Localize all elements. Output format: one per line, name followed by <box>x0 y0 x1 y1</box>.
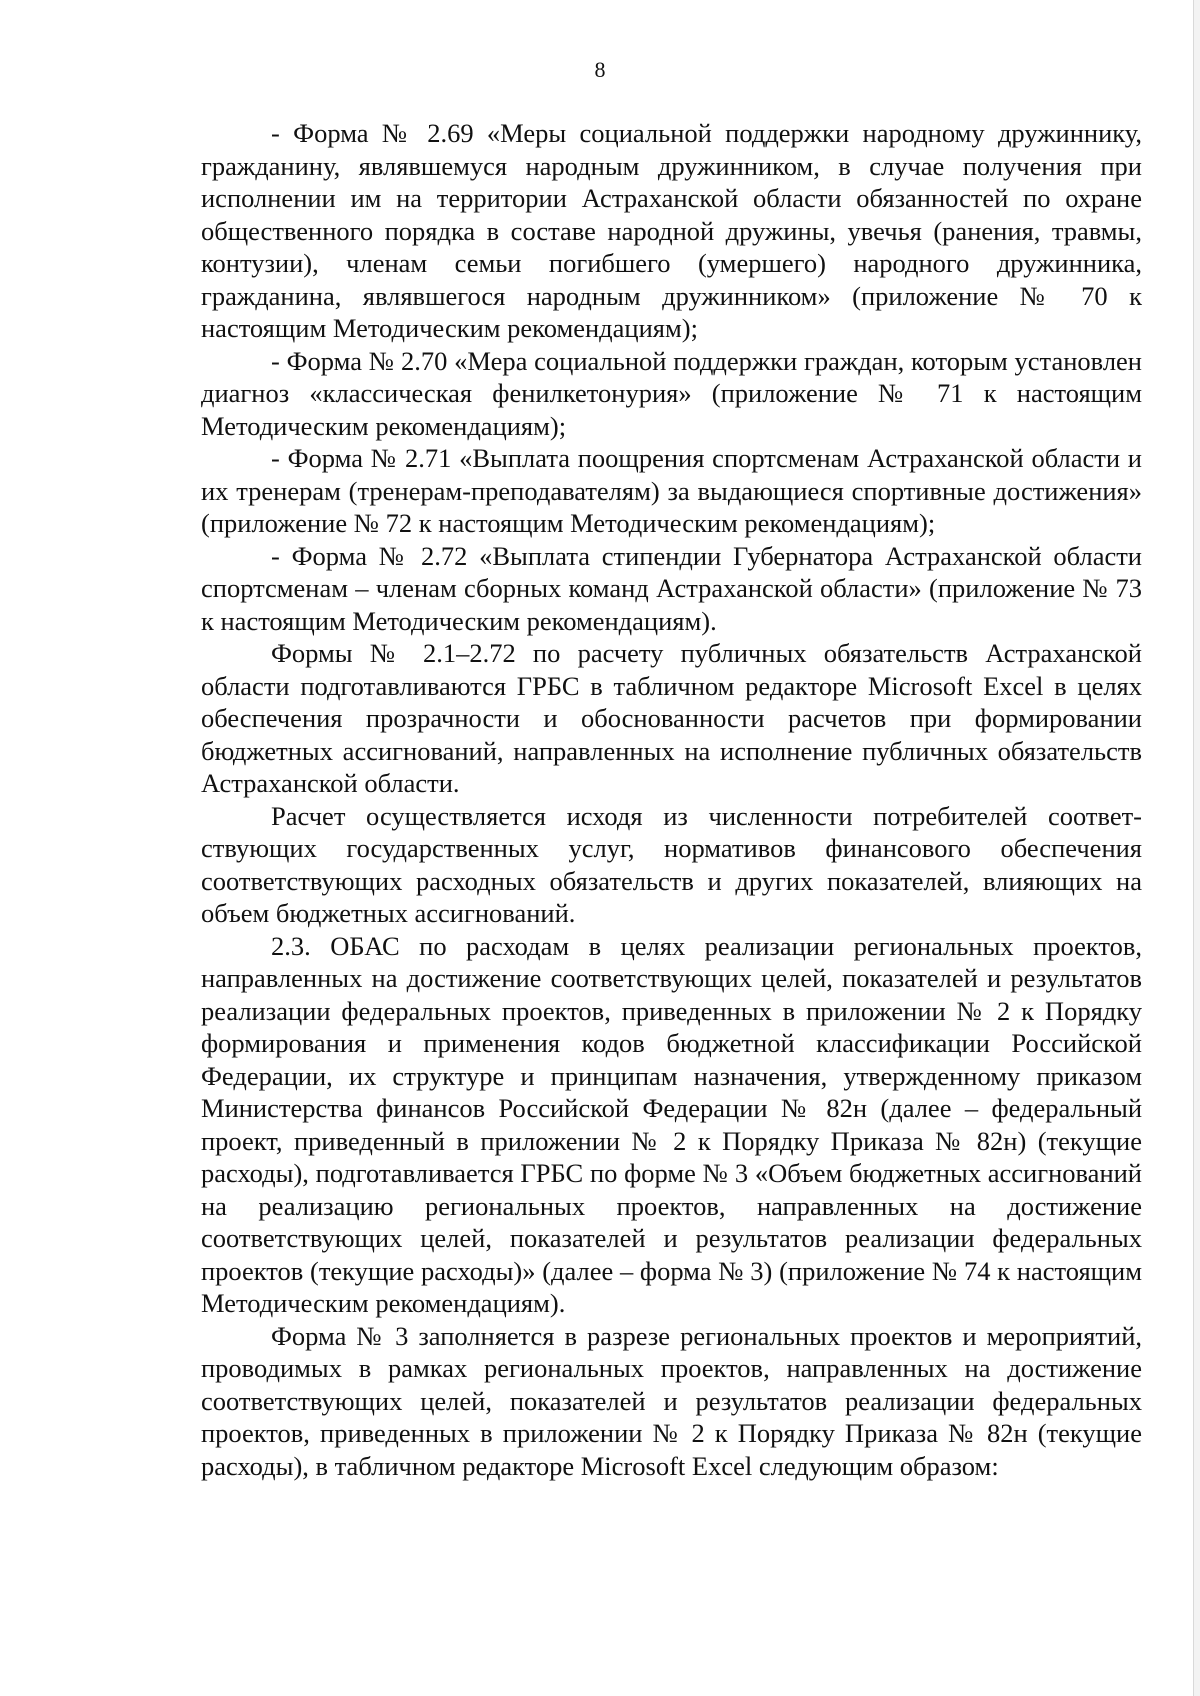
paragraph-forms-summary: Формы № 2.1–2.72 по расчету публичных обязательств Астраханской области подготавливаются ГРБС в табличном редакторе Microsoft Excel в целях обеспечения прозрачности и обоснованности расчетов при формировании бюджетных ассигнований, направленных на исполнение публичных обязательств Астраханской области. <box>201 638 1142 798</box>
document-body <box>201 117 1142 1482</box>
page-edge <box>1193 0 1200 1696</box>
page-number: 8 <box>594 57 606 82</box>
paragraph-form-2-71: - Форма № 2.71 «Выплата поощрения спортсменам Астраханской области и их тренерам (тренерам-преподавателям) за выдающиеся спортивные достижения» (приложение № 72 к настоящим Методическим рекомендациям); <box>201 443 1142 538</box>
paragraph-form-2-72: - Форма № 2.72 «Выплата стипендии Губернатора Астраханской области спортсменам – членам сборных команд Астраханской области» (приложение № 73 к настоящим Методическим рекомендациям). <box>201 540 1142 636</box>
paragraph-form-2-69: - Форма № 2.69 «Меры социальной поддержки народному дружиннику, гражданину, являвшемуся народным дружинником, в случае получения при исполнении им на территории Астраханской области обязанностей по охране общественного порядка в составе народной дружины, увечья (ранения, травмы, контузии), членам семьи погибшего (умершего) народного дружинника, гражданина, являвшегося народным дружинником» (приложение № 70 к настоящим Методическим рекомендациям); <box>201 118 1142 343</box>
paragraph-form-2-70: - Форма № 2.70 «Мера социальной поддержки граждан, которым установлен диагноз «классическая фенилкетонурия» (приложение № 71 к настоящим Методическим рекомендациям); <box>201 345 1142 441</box>
paragraph-calculation-basis: Расчет осуществляется исходя из численности потребителей соответствующих государственных услуг, нормативов финансового обеспечения соответствующих расходных обязательств и других показателей, влияющих на объем бюджетных ассигнований. <box>201 800 1142 928</box>
paragraph-form-3-filling: Форма № 3 заполняется в разрезе региональных проектов и мероприятий, проводимых в рамках региональных проектов, направленных на достижение соответствующих целей, показателей и результатов реализации федеральных проектов, приведенных в приложении № 2 к Порядку Приказа № 82н (текущие расходы), в табличном редакторе Microsoft Excel следующим образом: <box>201 1320 1142 1481</box>
paragraph-section-2-3: 2.3. ОБАС по расходам в целях реализации региональных проектов, направленных на достижение соответствующих целей, показателей и результатов реализации федеральных проектов, приведенных в приложении № 2 к Порядку формирования и применения кодов бюджетной классификации Российской Федерации, их структуре и принципам назначения, утвержденному приказом Министерства финансов Российской Федерации № 82н (далее – федеральный проект, приведенный в приложении № 2 к Порядку Приказа № 82н) (текущие расходы), подготавливается ГРБС по форме № 3 «Объем бюджетных ассигнований на реализацию региональных проектов, направленных на достижение соответствующих целей, показателей и результатов реализации федеральных проектов (текущие расходы)» (далее – форма № 3) (приложение № 74 к настоящим Методическим рекомендациям). <box>201 930 1142 1318</box>
